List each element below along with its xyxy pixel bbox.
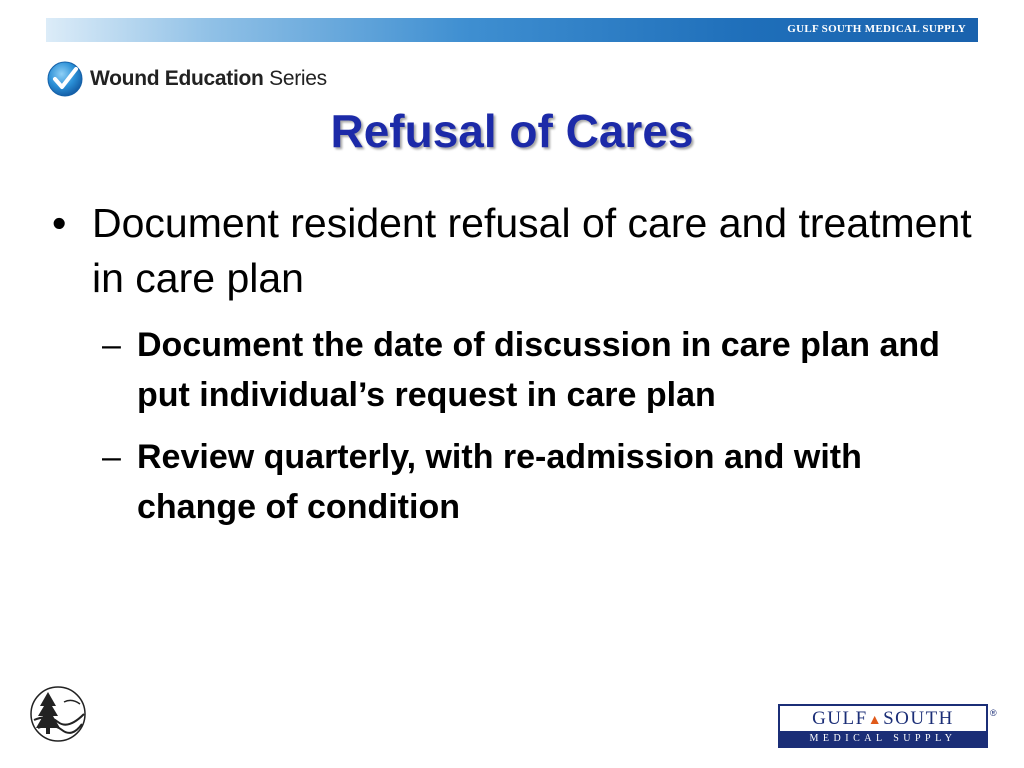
- slide-content: [52, 196, 982, 532]
- header-banner: [46, 18, 978, 42]
- company-banner-text: GULF SOUTH MEDICAL SUPPLY: [787, 23, 966, 35]
- gulf-south-word1: GULF: [812, 708, 868, 729]
- bullet-marker: •: [52, 200, 67, 246]
- sub-bullet-item: [102, 320, 982, 420]
- registered-mark: ®: [990, 708, 997, 718]
- sub-bullet-text: Review quarterly, with re-admission and with change of condition: [137, 438, 862, 526]
- sub-bullet-marker: –: [102, 326, 121, 364]
- sub-bullet-marker: –: [102, 438, 121, 476]
- series-name: [90, 67, 327, 91]
- series-name-light: Series: [263, 67, 327, 90]
- pine-tree-river-icon: [28, 684, 88, 744]
- series-name-bold: Wound Education: [90, 67, 264, 90]
- gulf-south-wordmark: [780, 708, 986, 730]
- flame-icon: ▲: [867, 713, 884, 728]
- sub-bullet-text: Document the date of discussion in care plan and put individual’s request in care plan: [137, 326, 940, 414]
- gulf-south-word2: SOUTH: [883, 708, 954, 729]
- bullet-text: Document resident refusal of care and treatment in care plan: [92, 200, 972, 301]
- checkmark-circle-icon: [46, 60, 84, 98]
- sub-bullet-item: [102, 432, 982, 532]
- gulf-south-logo: [778, 704, 988, 748]
- bullet-item: [52, 196, 982, 306]
- series-logo: [46, 59, 327, 99]
- slide-title: Refusal of Cares: [330, 105, 694, 157]
- gulf-south-tagline: MEDICAL SUPPLY: [780, 731, 986, 746]
